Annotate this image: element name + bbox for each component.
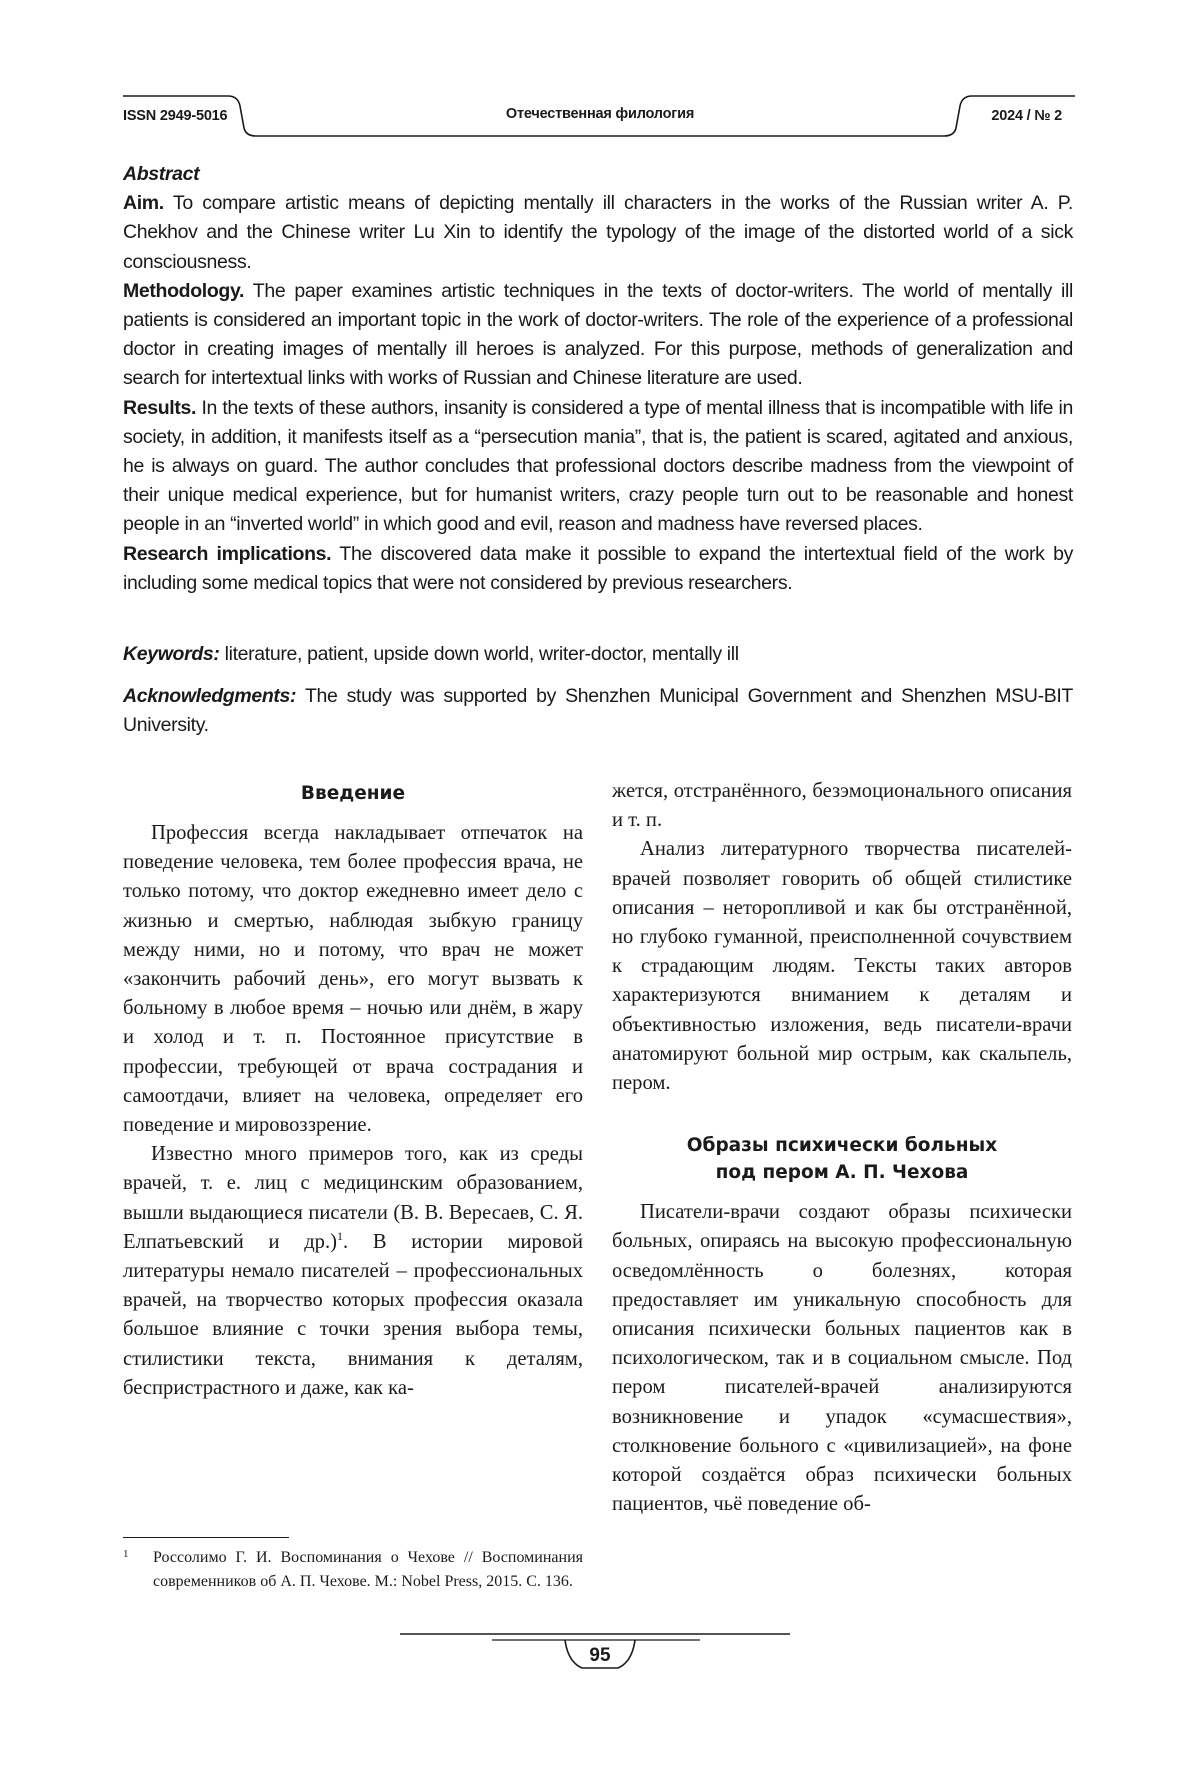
intro-heading: Введение bbox=[300, 783, 406, 804]
aim-text: To compare artistic means of depicting mentally ill characters in the works of the Russian writer A. P. Chekhov and the Chinese writer Lu Xin to identify the typology of the image of the distorted world of a sick consciousness. bbox=[123, 192, 1073, 273]
section2-heading-line2: под пером А. П. Чехова bbox=[715, 1162, 969, 1184]
section2-heading-line1: Образы психически больных bbox=[686, 1135, 998, 1157]
footnote-ref[interactable]: 1 bbox=[336, 1228, 343, 1243]
acknowledgments-text: The study was supported by Shenzhen Municipal Government and Shenzhen MSU-BIT University. bbox=[123, 685, 1073, 737]
aim-label: Aim. bbox=[123, 192, 164, 215]
abstract-block bbox=[123, 160, 1073, 598]
abstract-methodology bbox=[123, 277, 1073, 394]
p2-text-b: . В истории мировой литературы немало писателей – профессиональных врачей, на творчество которых профессия оказала большое влияние с точки зрения выбора темы, стилистики текста, внимания к деталям, беспристрастного и даже, как ка- bbox=[123, 1230, 583, 1399]
methodology-label: Methodology. bbox=[123, 279, 245, 302]
footnote-rule bbox=[123, 1537, 289, 1538]
header-frame bbox=[0, 0, 1200, 150]
implications-text: The discovered data make it possible to expand the intertextual field of the work by including some medical topics that were not considered by previous researchers. bbox=[123, 542, 1074, 594]
footnote-text: Россолимо Г. И. Воспоминания о Чехове // Воспоминания современников об А. П. Чехове. М.: Nobel Press, 2015. С. 136. bbox=[153, 1549, 583, 1590]
implications-label: Research implications. bbox=[123, 542, 332, 565]
section2-heading bbox=[612, 1132, 1072, 1186]
body-paragraph-3: Анализ литературного творчества писателей-врачей позволяет говорить об общей стилистике описания – неторопливой и как бы отстранённой, но глубоко гуманной, преисполненной сочувствием к страдающим людям. Тексты таких авторов характеризуются вниманием к деталям и объективностью изложения, ведь писатели-врачи анатомируют больной мир острым, как скальпель, пером. bbox=[612, 838, 1072, 1095]
body-paragraph-1: Профессия всегда накладывает отпечаток на поведение человека, тем более профессия врача, не только потому, что доктор ежедневно имеет дело с жизнью и смертью, наблюдая зыбкую границу между ними, но и потому, что врач не может «закончить рабочий день», его могут вызвать к больному в любое время – ночью или днём, в жару и холод и т. п. Постоянное присутствие в профессии, требующей от врача сострадания и самоотдачи, влияет на человека, определяет его поведение и мировоззрение. bbox=[123, 822, 583, 1137]
issue-label: 2024 / № 2 bbox=[991, 108, 1062, 124]
keywords bbox=[123, 640, 1073, 669]
footnote-number: 1 bbox=[123, 1548, 129, 1560]
journal-title: Отечественная филология bbox=[505, 106, 695, 122]
abstract-implications bbox=[123, 540, 1073, 598]
footnote bbox=[123, 1546, 583, 1594]
body-paragraph-4: Писатели-врачи создают образы психически больных, опираясь на высокую профессиональную осведомлённость о болезнях, которая предоставляет им уникальную способность для описания психически больных пациентов как в психологическом, так и в социальном смысле. Под пером писателей-врачей анализируются возникновение и упадок «сумасшествия», столкновение больного с «цивилизацией», на фоне которой создаётся образ психически больных пациентов, чьё поведение об- bbox=[612, 1201, 1072, 1516]
issn-label: ISSN 2949-5016 bbox=[123, 108, 228, 124]
abstract-title: Abstract bbox=[123, 163, 200, 185]
body-paragraph-2-continued: жется, отстранённого, безэмоционального описания и т. п. bbox=[612, 780, 1072, 832]
results-label: Results. bbox=[123, 396, 197, 419]
methodology-text: The paper examines artistic techniques in the texts of doctor-writers. The world of mentally ill patients is considered an important topic in the work of doctor-writers. The role of the experience of a professional doctor in creating images of mentally ill heroes is analyzed. For this purpose, methods of generalization and search for intertextual links with works of Russian and Chinese literature are used. bbox=[123, 279, 1074, 390]
page-number: 95 bbox=[589, 1645, 611, 1666]
right-column bbox=[612, 777, 1072, 1519]
p2-text-a: Известно много примеров того, как из среды врачей, т. е. лиц с медицинским образованием, вышли выдающиеся писатели (В. В. Вересаев, С. Я. Елпатьевский и др.) bbox=[123, 1143, 583, 1253]
abstract-results bbox=[123, 394, 1073, 540]
abstract-aim bbox=[123, 189, 1073, 277]
left-column bbox=[123, 780, 583, 1403]
acknowledgments bbox=[123, 682, 1073, 740]
acknowledgments-label: Acknowledgments: bbox=[123, 685, 297, 707]
keywords-text: literature, patient, upside down world, writer-doctor, mentally ill bbox=[224, 643, 739, 665]
body-paragraph-2 bbox=[123, 1140, 583, 1403]
results-text: In the texts of these authors, insanity is considered a type of mental illness that is incompatible with life in society, in addition, it manifests itself as a “persecution mania”, that is, the patient is scared, agitated and anxious, he is always on guard. The author concludes that professional doctors describe madness from the viewpoint of their unique medical experience, but for humanist writers, crazy people turn out to be reasonable and honest people in an “inverted world” in which good and evil, reason and madness have reversed places. bbox=[123, 396, 1073, 536]
keywords-label: Keywords: bbox=[123, 643, 220, 665]
